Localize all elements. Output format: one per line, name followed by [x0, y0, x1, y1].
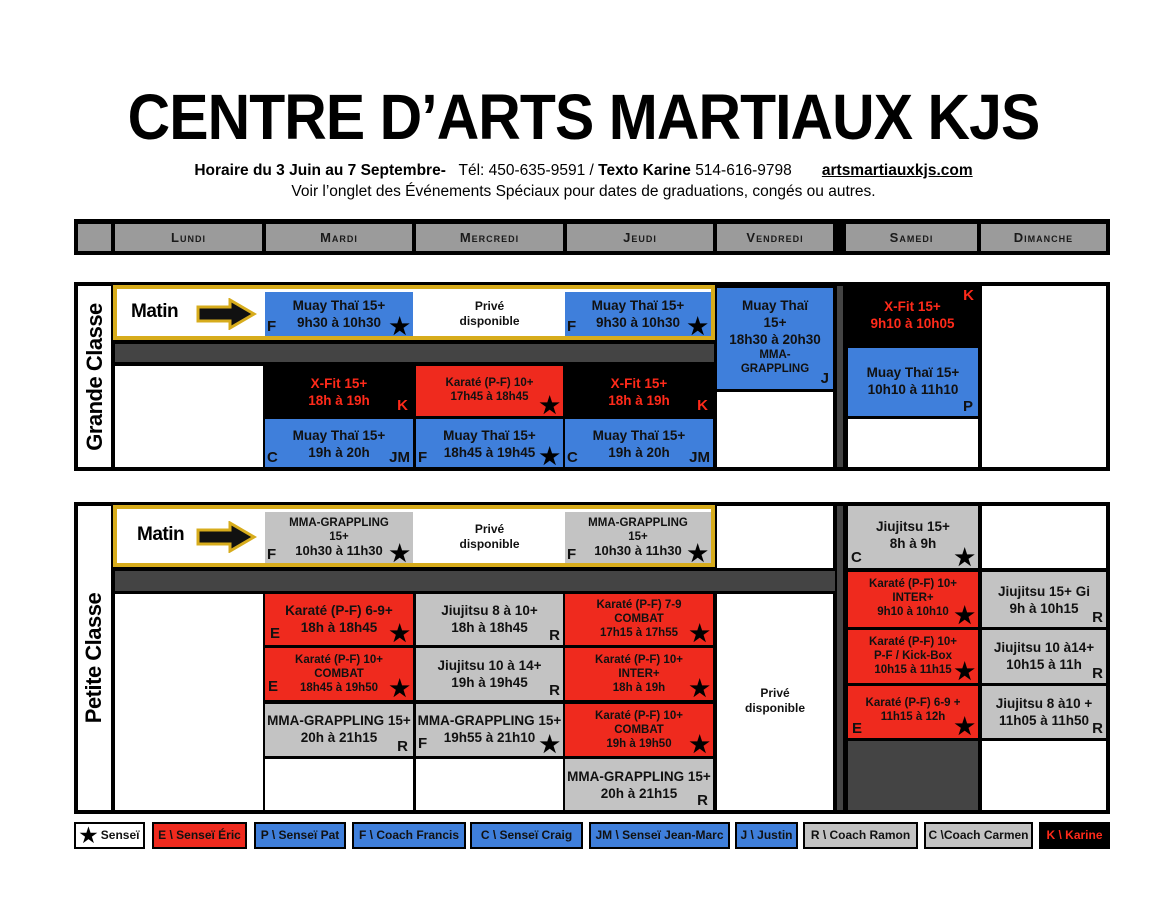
phone: Tél: 450-635-9591 /	[458, 162, 594, 179]
star-icon: ★	[689, 620, 710, 645]
grande-mardi-xfit[interactable]: X-Fit 15+ 18h à 19h K	[265, 366, 413, 416]
grande-weekend-divider	[837, 286, 843, 467]
star-icon: ★	[389, 313, 410, 336]
petite-mercredi-2[interactable]: Jiujitsu 10 à 14+ 19h à 19h45 R	[416, 648, 563, 700]
date-range: du 3 Juin au 7 Septembre-	[252, 162, 446, 179]
day-header-vendredi: Vendredi	[717, 224, 833, 251]
grande-vendredi-empty	[717, 392, 833, 467]
grande-matin-arrow-icon	[196, 298, 258, 330]
grande-mercredi-muay[interactable]: Muay Thaï 15+ 18h45 à 19h45 F ★	[416, 419, 563, 467]
star-icon: ★	[389, 675, 410, 700]
star-icon: ★	[687, 313, 708, 336]
grande-separator	[115, 344, 714, 362]
petite-mardi-1[interactable]: Karaté (P-F) 6-9+ 18h à 18h45 E ★	[265, 594, 413, 645]
petite-dimanche-3[interactable]: Jiujitsu 8 à10 + 11h05 à 11h50 R	[982, 686, 1106, 738]
petite-samedi-2[interactable]: Karaté (P-F) 10+ P-F / Kick-Box 10h15 à 11h15 ★	[848, 630, 978, 683]
grande-mercredi-matin[interactable]: Privé disponible	[416, 292, 563, 336]
texto-label: Texto Karine	[598, 162, 691, 179]
star-icon: ★	[689, 731, 710, 756]
grande-vendredi[interactable]: Muay Thaï 15+ 18h30 à 20h30 MMA- GRAPPLING J	[717, 288, 833, 389]
star-icon: ★	[389, 540, 410, 563]
star-icon: ★	[954, 713, 975, 738]
day-header-dimanche: Dimanche	[981, 224, 1106, 251]
day-header-samedi: Samedi	[846, 224, 977, 251]
legend-pat: P \ Senseï Pat	[254, 822, 346, 849]
legend-craig: C \ Senseï Craig	[470, 822, 583, 849]
petite-dimanche-top-empty	[982, 506, 1106, 568]
legend-ramon: R \ Coach Ramon	[803, 822, 918, 849]
petite-matin-arrow-icon	[196, 521, 258, 553]
star-icon: ★	[687, 540, 708, 563]
petite-lundi-empty	[115, 594, 263, 810]
day-header-jeudi: Jeudi	[567, 224, 713, 251]
grande-samedi-muay[interactable]: Muay Thaï 15+ 10h10 à 11h10 P	[848, 348, 978, 416]
legend-jean-marc: JM \ Senseï Jean-Marc	[589, 822, 730, 849]
petite-jeudi-3[interactable]: Karaté (P-F) 10+ COMBAT 19h à 19h50 ★	[565, 704, 713, 756]
day-header-mercredi: Mercredi	[416, 224, 563, 251]
legend-eric: E \ Senseï Éric	[152, 822, 247, 849]
petite-samedi-jiujitsu[interactable]: Jiujitsu 15+ 8h à 9h C ★	[848, 506, 978, 568]
petite-jeudi-4[interactable]: MMA-GRAPPLING 15+ 20h à 21h15 R	[565, 759, 713, 810]
legend-francis: F \ Coach Francis	[352, 822, 466, 849]
grande-lundi-empty	[115, 366, 263, 467]
petite-dimanche-2[interactable]: Jiujitsu 10 à14+ 10h15 à 11h R	[982, 630, 1106, 683]
star-icon: ★	[954, 658, 975, 683]
petite-mercredi-matin[interactable]: Privé disponible	[416, 512, 563, 563]
website-link[interactable]: artsmartiauxkjs.com	[821, 162, 973, 179]
star-icon: ★	[539, 731, 560, 756]
legend-carmen: C \Coach Carmen	[924, 822, 1033, 849]
grande-matin-label: Matin	[131, 301, 179, 322]
day-header-blank	[78, 224, 111, 251]
petite-mardi-matin[interactable]: MMA-GRAPPLING 15+ 10h30 à 11h30 F ★	[265, 512, 413, 563]
petite-mardi-3[interactable]: MMA-GRAPPLING 15+ 20h à 21h15 R	[265, 704, 413, 756]
petite-jeudi-matin[interactable]: MMA-GRAPPLING 15+ 10h30 à 11h30 F ★	[565, 512, 711, 563]
page-title: CENTRE D’ARTS MARTIAUX KJS	[127, 81, 1040, 153]
star-icon: ★	[79, 824, 98, 847]
petite-matin-label: Matin	[137, 524, 185, 545]
petite-mercredi-1[interactable]: Jiujitsu 8 à 10+ 18h à 18h45 R	[416, 594, 563, 645]
petite-jeudi-2[interactable]: Karaté (P-F) 10+ INTER+ 18h à 19h ★	[565, 648, 713, 700]
petite-samedi-empty	[848, 741, 978, 810]
grande-classe-label: Grande Classe	[78, 286, 111, 467]
day-header-mardi: Mardi	[266, 224, 412, 251]
petite-mercredi-3[interactable]: MMA-GRAPPLING 15+ 19h55 à 21h10 F ★	[416, 704, 563, 756]
petite-classe-label: Petite Classe	[78, 506, 111, 810]
legend-justin: J \ Justin	[735, 822, 798, 849]
petite-mardi-empty	[265, 759, 413, 810]
day-header-lundi: Lundi	[115, 224, 262, 251]
petite-mercredi-empty	[416, 759, 563, 810]
grande-jeudi-xfit[interactable]: X-Fit 15+ 18h à 19h K	[565, 366, 713, 416]
petite-jeudi-1[interactable]: Karaté (P-F) 7-9 COMBAT 17h15 à 17h55 ★	[565, 594, 713, 645]
legend-karine: K \ Karine	[1039, 822, 1110, 849]
star-icon: ★	[539, 392, 560, 416]
petite-vendredi-top-empty	[717, 506, 833, 568]
petite-dimanche-1[interactable]: Jiujitsu 15+ Gi 9h à 10h15 R	[982, 572, 1106, 627]
grande-jeudi-matin[interactable]: Muay Thaï 15+ 9h30 à 10h30 F ★	[565, 292, 711, 336]
star-icon: ★	[954, 544, 975, 568]
petite-weekend-divider	[837, 506, 843, 810]
legend-sensei: ★ Senseï	[74, 822, 145, 849]
grande-samedi-empty	[848, 419, 978, 467]
star-icon: ★	[954, 602, 975, 627]
grande-samedi-xfit[interactable]: X-Fit 15+ 9h10 à 10h05 K	[847, 286, 978, 345]
star-icon: ★	[389, 620, 410, 645]
star-icon: ★	[689, 675, 710, 700]
grande-jeudi-muay[interactable]: Muay Thaï 15+ 19h à 20h C JM	[565, 419, 713, 467]
petite-vendredi[interactable]: Privé disponible	[717, 594, 833, 810]
grande-mardi-muay[interactable]: Muay Thaï 15+ 19h à 20h C JM	[265, 419, 413, 467]
petite-samedi-1[interactable]: Karaté (P-F) 10+ INTER+ 9h10 à 10h10 ★	[848, 572, 978, 627]
contact-line	[0, 162, 1167, 180]
horaire-label: Horaire	[194, 162, 249, 179]
grande-dimanche-empty	[982, 286, 1106, 467]
petite-dimanche-empty	[982, 741, 1106, 810]
grande-mercredi-karate[interactable]: Karaté (P-F) 10+ 17h45 à 18h45 ★	[416, 366, 563, 416]
grande-mardi-matin[interactable]: Muay Thaï 15+ 9h30 à 10h30 F ★	[265, 292, 413, 336]
petite-mardi-2[interactable]: Karaté (P-F) 10+ COMBAT 18h45 à 19h50 E ★	[265, 648, 413, 700]
petite-separator	[115, 571, 835, 591]
petite-samedi-3[interactable]: Karaté (P-F) 6-9 + 11h15 à 12h E ★	[848, 686, 978, 738]
texto-number: 514-616-9798	[695, 162, 792, 179]
star-icon: ★	[539, 443, 560, 467]
special-events-note: Voir l’onglet des Événements Spéciaux pour dates de graduations, congés ou autres.	[291, 183, 876, 200]
